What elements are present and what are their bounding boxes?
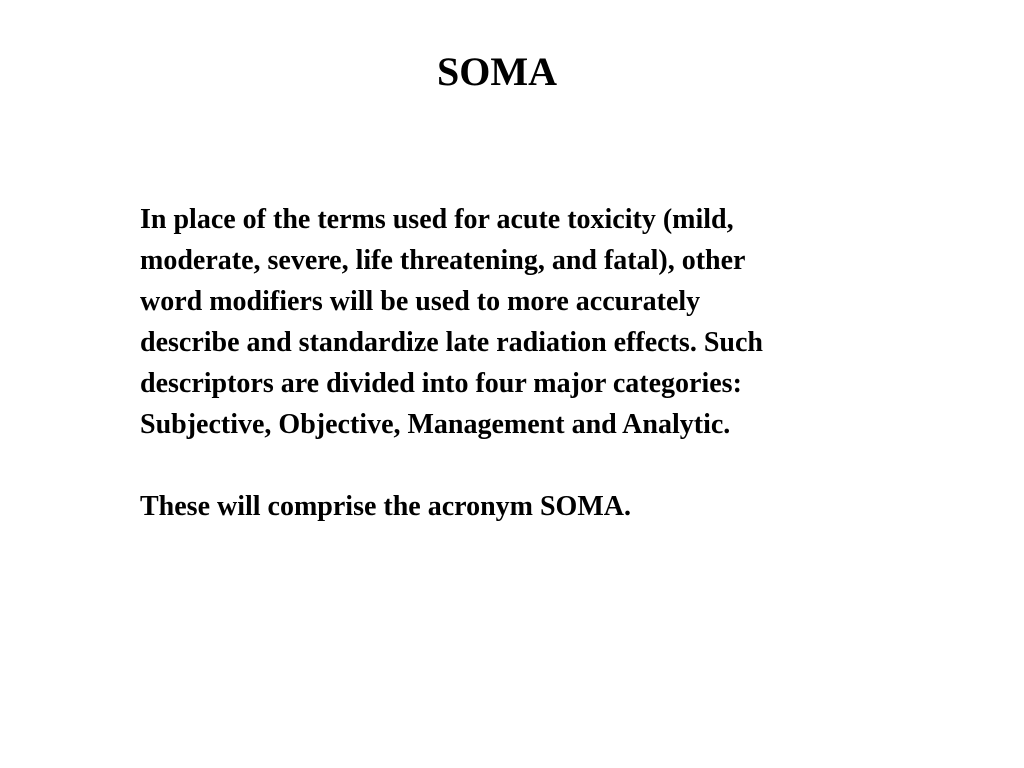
body-line: word modifiers will be used to more accurately [140,286,701,317]
body-line: These will comprise the acronym SOMA. [140,491,631,522]
body-line: descriptors are divided into four major categories: [140,368,742,399]
slide-body [140,199,940,527]
body-line: moderate, severe, life threatening, and fatal), other [140,245,746,276]
body-paragraph-acronym [140,486,940,527]
paragraph-spacer [140,445,940,486]
slide-title: SOMA [437,49,557,94]
body-paragraph-description [140,199,940,445]
body-line: In place of the terms used for acute toxicity (mild, [140,204,734,235]
body-line: Subjective, Objective, Management and Analytic. [140,409,731,440]
body-line: describe and standardize late radiation effects. Such [140,327,763,358]
